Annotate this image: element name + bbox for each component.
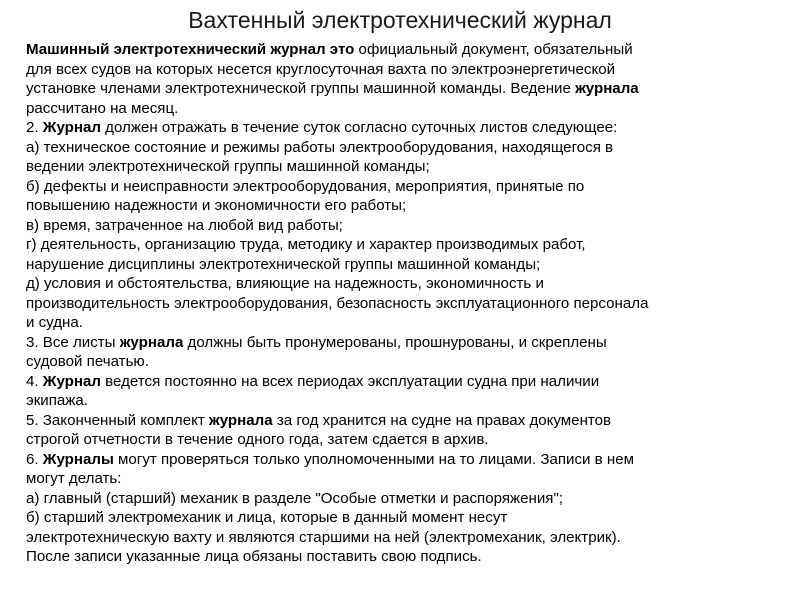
- text-line: [26, 372, 786, 392]
- text-fragment: за год хранится на судне на правах документов: [272, 411, 612, 429]
- bold-term: Журнал: [42, 372, 101, 390]
- text-line: [26, 411, 786, 431]
- text-fragment: могут проверяться только уполномоченными на то лицами. Записи в нем: [113, 450, 634, 468]
- list-item-line: а) техническое состояние и режимы работы электрооборудования, находящегося в: [26, 138, 614, 156]
- page-title: Вахтенный электротехнический журнал: [188, 7, 612, 33]
- list-item-line: б) дефекты и неисправности электрооборудования, мероприятия, принятые по: [26, 177, 585, 195]
- bold-term: журнала: [575, 80, 639, 97]
- text-line: рассчитано на месяц.: [26, 99, 179, 117]
- text-line: [26, 79, 786, 99]
- text-fragment: ведется постоянно на всех периодах эксплуатации судна при наличии: [100, 372, 600, 390]
- list-item-line: д) условия и обстоятельства, влияющие на надежность, экономичность и: [26, 275, 544, 292]
- list-item-line: электротехническую вахту и являются старшими на ней (электромеханик, электрик).: [26, 528, 621, 546]
- text-line: строгой отчетности в течение одного года, затем сдается в архив.: [26, 431, 489, 448]
- list-item-line: а) главный (старший) механик в разделе "Особые отметки и распоряжения";: [26, 489, 563, 507]
- text-fragment: официальный документ, обязательный: [354, 41, 633, 58]
- list-item-line: и судна.: [26, 314, 83, 331]
- document-body: [26, 40, 786, 567]
- paragraph-intro: [26, 40, 786, 118]
- bold-term: Журналы: [42, 450, 114, 468]
- item-number: 4.: [26, 372, 43, 390]
- text-fragment: 5. Законченный комплект: [26, 411, 209, 429]
- list-item-line: повышению надежности и экономичности его работы;: [26, 197, 407, 214]
- list-item-line: в) время, затраченное на любой вид работы;: [26, 216, 343, 234]
- text-line: могут делать:: [26, 470, 122, 487]
- text-line: [26, 40, 786, 60]
- item-number: 6.: [26, 450, 43, 468]
- text-line: для всех судов на которых несется круглосуточная вахта по электроэнергетической: [26, 60, 616, 78]
- paragraph-2: [26, 118, 786, 333]
- text-fragment: 3. Все листы: [26, 333, 120, 351]
- list-item-line: ведении электротехнической группы машинной команды;: [26, 158, 430, 175]
- text-line: [26, 118, 786, 138]
- bold-term: журнала: [119, 333, 184, 351]
- text-line: [26, 450, 786, 470]
- paragraph-5: [26, 411, 786, 450]
- list-item-line: производительность электрооборудования, безопасность эксплуатационного персонала: [26, 294, 649, 312]
- bold-term: Журнал: [42, 119, 101, 136]
- paragraph-3: [26, 333, 786, 372]
- paragraph-6: [26, 450, 786, 567]
- text-fragment: установке членами электротехнической группы машинной команды. Ведение: [26, 80, 576, 97]
- text-line: судовой печатью.: [26, 353, 149, 370]
- text-line: После записи указанные лица обязаны поставить свою подпись.: [26, 548, 482, 565]
- text-line: [26, 333, 786, 353]
- bold-term: Машинный электротехнический журнал это: [26, 41, 355, 58]
- text-fragment: должны быть пронумерованы, прошнурованы, и скреплены: [183, 333, 607, 351]
- text-fragment: должен отражать в течение суток согласно суточных листов следующее:: [100, 119, 618, 136]
- item-number: 2.: [26, 119, 43, 136]
- text-line: экипажа.: [26, 392, 88, 409]
- list-item-line: г) деятельность, организацию труда, методику и характер производимых работ,: [26, 236, 586, 253]
- paragraph-4: [26, 372, 786, 411]
- list-item-line: б) старший электромеханик и лица, которые в данный момент несут: [26, 509, 508, 526]
- list-item-line: нарушение дисциплины электротехнической группы машинной команды;: [26, 255, 541, 273]
- bold-term: журнала: [209, 411, 273, 429]
